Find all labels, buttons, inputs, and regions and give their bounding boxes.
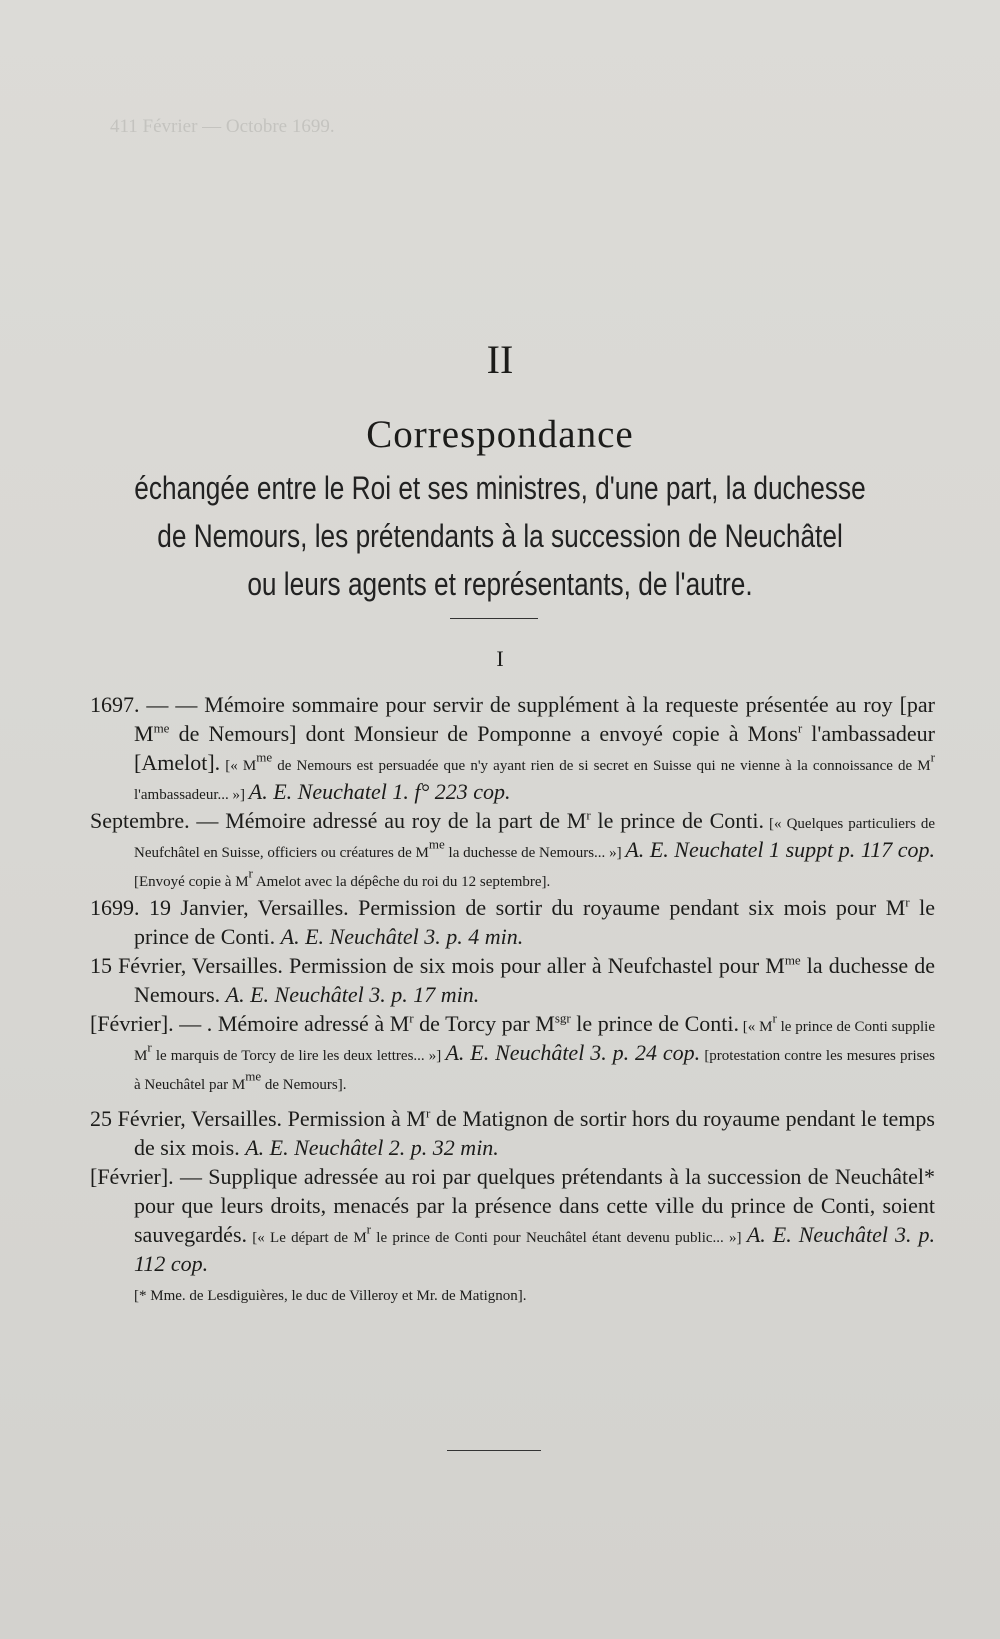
note: [protestation contre les mesures prises à Neuchâtel par M — [134, 1048, 935, 1093]
note: [« Le départ de M — [247, 1230, 367, 1246]
sup: r — [797, 720, 803, 736]
sup: me — [153, 720, 170, 736]
note: Amelot avec la dépêche du roi du 12 septembre]. — [252, 874, 551, 890]
note: de Nemours est persuadée que n'y ayant rien de si secret en Suisse qui ne vienne à la connoissance de M — [272, 758, 931, 774]
archive-reference: A. E. Neuchâtel 3. p. 17 min. — [225, 982, 480, 1007]
entry-text: le prince de Conti. — [590, 808, 764, 833]
sup: me — [784, 952, 801, 968]
entry-text: de Matignon de sortir hors du royaume pendant le temps de six mois. — [134, 1106, 935, 1160]
entry-text: Septembre. — Mémoire adressé au roy de la part de M — [90, 808, 587, 833]
archive-reference: A. E. Neuchatel 1 suppt p. 117 cop. — [625, 837, 935, 862]
entry-text: la duchesse de Nemours. — [134, 953, 935, 1007]
entry-text: 25 Février, Versailles. Permission à M — [90, 1106, 426, 1131]
entry-25-fevrier — [90, 1104, 935, 1162]
note: [« M — [739, 1019, 773, 1035]
archive-reference: A. E. Neuchâtel 3. p. 4 min. — [280, 924, 524, 949]
entry-text: [Février]. — Supplique adressée au roi par quelques prétendants à la succession de Neuchâtel* pour que leurs droits, menacés par la présence dans cette ville du prince de Conti, soient sauvegardés. — [90, 1164, 935, 1247]
sup: me — [256, 749, 273, 765]
divider-rule — [450, 618, 538, 619]
note: [« M — [220, 758, 257, 774]
sup: r — [409, 1010, 414, 1026]
archive-reference: A. E. Neuchatel 1. f° 223 cop. — [248, 779, 511, 804]
entry-15-fevrier — [90, 951, 935, 1009]
subtitle-line-2: de Nemours, les prétendants à la succession de Neuchâtel — [157, 518, 843, 554]
entry-fevrier-supplique — [90, 1162, 935, 1307]
subtitle-line-1: échangée entre le Roi et ses ministres, d'une part, la duchesse — [134, 470, 866, 506]
section-number: II — [486, 337, 514, 382]
entry-text: le prince de Conti. — [134, 895, 935, 949]
entry-1697 — [90, 690, 935, 806]
archive-reference: A. E. Neuchâtel 2. p. 32 min. — [245, 1135, 499, 1160]
sup: me — [428, 836, 445, 852]
entry-septembre — [90, 806, 935, 893]
subtitle-line-3: ou leurs agents et représentants, de l'autre. — [247, 566, 753, 602]
entry-text: le prince de Conti. — [570, 1011, 739, 1036]
sup: me — [245, 1068, 262, 1084]
archive-reference: A. E. Neuchâtel 3. p. 112 cop. — [134, 1222, 935, 1276]
sup: r — [905, 894, 910, 910]
part-number: I — [496, 646, 504, 671]
note: la duchesse de Nemours... »] — [444, 845, 626, 861]
entry-fevrier-torcy — [90, 1009, 935, 1096]
note: le prince de Conti supplie M — [134, 1019, 935, 1064]
note: l'ambassadeur... »] — [134, 787, 249, 803]
note: [« Quelques particuliers de Neufchâtel en Suisse, officiers ou créatures de M — [134, 816, 935, 861]
sup: r — [248, 865, 253, 881]
end-rule — [447, 1450, 541, 1451]
sup: r — [426, 1105, 431, 1121]
note: [Envoyé copie à M — [134, 874, 249, 890]
entry-text: 15 Février, Versailles. Permission de six mois pour aller à Neufchastel pour M — [90, 953, 785, 978]
note: le marquis de Torcy de lire les deux lettres... »] — [151, 1048, 446, 1064]
entry-text: 1699. 19 Janvier, Versailles. Permission de sortir du royaume pendant six mois pour M — [90, 895, 906, 920]
footnote: [* Mme. de Lesdiguières, le duc de Villeroy et Mr. de Matignon]. — [134, 1288, 527, 1304]
section-title: Correspondance — [366, 413, 634, 456]
archive-reference: A. E. Neuchâtel 3. p. 24 cop. — [445, 1040, 701, 1065]
entry-text: 1697. — — Mémoire sommaire pour servir de supplément à la requeste présentée au roy [par M — [90, 692, 935, 746]
entry-1699-janvier — [90, 893, 935, 951]
sup: r — [366, 1221, 372, 1237]
sup: r — [147, 1039, 152, 1055]
entries-list — [90, 690, 935, 1307]
entry-text: [Février]. — . Mémoire adressé à M — [90, 1011, 410, 1036]
note: le prince de Conti pour Neuchâtel étant devenu public... »] — [371, 1230, 747, 1246]
note: de Nemours]. — [261, 1077, 347, 1093]
bleed-through-header: 411 Février — Octobre 1699. — [110, 116, 335, 137]
sup: r — [586, 807, 591, 823]
sup: r — [930, 749, 935, 765]
sup: sgr — [554, 1010, 571, 1026]
entry-text: de Nemours] dont Monsieur de Pomponne a envoyé copie à Mons — [169, 721, 798, 746]
entry-text: de Torcy par M — [413, 1011, 555, 1036]
entry-text: l'ambassadeur [Amelot]. — [134, 721, 935, 775]
sup: r — [772, 1010, 777, 1026]
